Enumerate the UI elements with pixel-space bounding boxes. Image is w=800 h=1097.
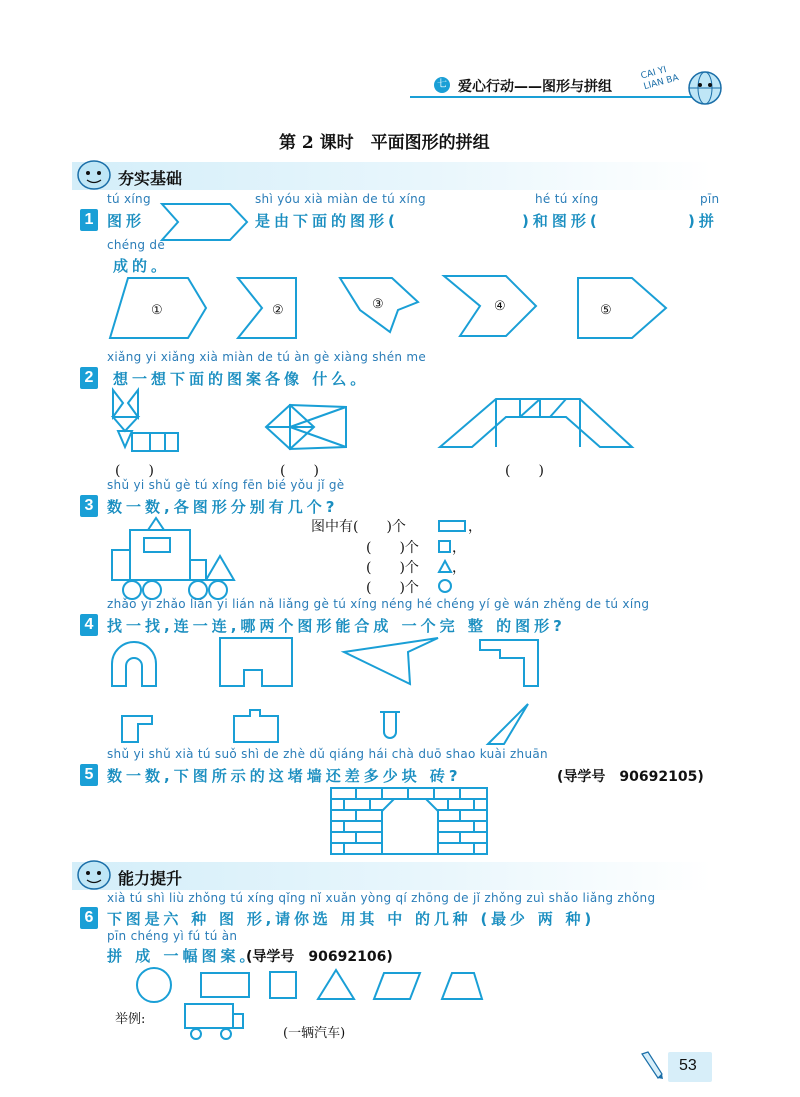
q3-line-4[interactable]: ( )个 (366, 580, 419, 596)
q4-pinyin: zhǎo yi zhǎo lián yi lián nǎ liǎng gè tú xíng néng hé chéng yí gè wán zhěng de tú xíng (107, 597, 650, 611)
q1-text-1d: )拼 (688, 212, 718, 230)
svg-text:③: ③ (372, 297, 384, 312)
q6-number: 6 (80, 907, 98, 929)
q6-pinyin-2: pīn chéng yì fú tú àn (107, 929, 238, 943)
page-number: 53 (679, 1057, 697, 1074)
chapter-badge: 七 (434, 77, 450, 93)
q4-triangle-shape (488, 704, 528, 744)
q6-trapezoid-shape (442, 973, 482, 999)
q6-example-car (180, 1000, 250, 1042)
rectangle-icon (438, 518, 468, 534)
q3-line-1-suffix: ， (468, 519, 482, 535)
q1-option-1 (110, 278, 206, 338)
q1-text-2: 成的。 (113, 257, 171, 275)
q1-option-3 (340, 278, 418, 332)
q3-number: 3 (80, 495, 98, 517)
q1-number: 1 (80, 209, 98, 231)
q4-step-shape (480, 640, 538, 686)
q6-text-2: 拼 成 一幅图案。 (107, 947, 259, 965)
chapter-title: 爱心行动——图形与拼组 (458, 79, 612, 95)
q3-line-2[interactable]: ( )个 (366, 540, 419, 556)
section-title-ability: 能力提升 (118, 869, 183, 888)
q3-line-1[interactable]: 图中有( )个 (311, 519, 406, 535)
q6-reference: (导学号 90692106) (246, 949, 393, 965)
q6-parallelogram-shape (374, 973, 420, 999)
q4-number: 4 (80, 614, 98, 636)
q1-option-4 (444, 276, 536, 336)
q1-text-1a: 图形 (107, 212, 146, 230)
mascot-icon (74, 158, 114, 192)
globe-mascot-icon (686, 68, 724, 108)
q2-pinyin: xiǎng yi xiǎng xià miàn de tú àn gè xiàng shén me (107, 350, 427, 364)
q3-text: 数一数,各图形分别有几个? (107, 498, 339, 516)
q4-bottom-shapes (0, 700, 800, 750)
q2-bridge-picture (440, 399, 632, 447)
q4-tube-shape (380, 712, 400, 738)
q1-pinyin-1d: pīn (700, 192, 720, 206)
svg-text:①: ① (151, 303, 163, 318)
q4-notched-rect-shape (220, 638, 292, 686)
q3-pinyin: shǔ yi shǔ gè tú xíng fēn bié yǒu jǐ gè (107, 478, 345, 492)
q1-option-2 (238, 278, 296, 338)
q2-fox-picture (113, 390, 178, 451)
q1-option-shapes (0, 270, 800, 350)
q3-line-2-suffix: ， (452, 540, 466, 556)
q4-small-step-shape (122, 716, 152, 742)
q1-pinyin-2: chéng de (107, 238, 166, 252)
triangle-icon (437, 558, 453, 574)
q2-bowtie-picture (266, 405, 346, 449)
mascot-icon-2 (74, 858, 114, 892)
q6-text-1: 下图是六 种 图 形,请你选 用其 中 的几种 (最少 两 种) (107, 910, 596, 928)
q6-example-label: 举例: (115, 1012, 146, 1027)
q1-target-shape (160, 200, 250, 244)
q6-pinyin-1: xià tú shì liù zhǒng tú xíng qǐng nǐ xuǎn yòng qí zhōng de jǐ zhǒng zuì shǎo liǎng zhǒng (107, 891, 656, 905)
logo-text: CAI YI LIAN BA (639, 65, 680, 93)
q6-example-caption: (一辆汽车) (283, 1026, 346, 1041)
q4-top-shapes (0, 630, 800, 690)
q1-option-5 (578, 278, 666, 338)
q6-rectangle-shape (201, 973, 249, 997)
svg-text:④: ④ (494, 299, 506, 314)
svg-text:⑤: ⑤ (600, 303, 612, 318)
lesson-title: 第 2 课时 平面图形的拼组 (279, 133, 490, 153)
q6-circle-shape (137, 968, 171, 1002)
q5-text: 数一数,下图所示的这堵墙还差多少块 砖? (107, 767, 462, 785)
q4-text: 找一找,连一连,哪两个图形能合成 一个完 整 的图形? (107, 617, 566, 635)
q2-blank-1[interactable]: ( ) (115, 463, 154, 479)
q4-angle-shape (344, 638, 438, 684)
q1-pinyin-1a: tú xíng (107, 192, 151, 206)
q6-triangle-shape (318, 970, 354, 999)
section-title-basic: 夯实基础 (118, 169, 183, 188)
q5-brick-wall (330, 787, 490, 857)
header-line (410, 96, 710, 98)
square-icon (437, 539, 453, 555)
circle-icon (437, 578, 453, 594)
q2-pictures (0, 385, 800, 460)
q2-blank-2[interactable]: ( ) (280, 463, 319, 479)
q4-arch-shape (112, 642, 156, 686)
q1-text-1c: )和图形( (522, 212, 601, 230)
q5-pinyin: shǔ yi shǔ xià tú suǒ shì de zhè dǔ qiáng hái chà duō shao kuài zhuān (107, 747, 548, 761)
q6-square-shape (270, 972, 296, 998)
q4-bump-rect-shape (234, 710, 278, 742)
q1-text-1b: 是由下面的图形( (255, 212, 399, 230)
q5-reference: (导学号 90692105) (557, 769, 704, 785)
q6-six-shapes (0, 965, 800, 1005)
q3-line-3[interactable]: ( )个 (366, 560, 419, 576)
q1-pinyin-1b: shì yóu xià miàn de tú xíng (255, 192, 426, 206)
q2-text: 想一想下面的图案各像 什么。 (113, 370, 370, 388)
svg-text:②: ② (272, 303, 284, 318)
q3-line-3-suffix: ， (452, 560, 466, 576)
q2-number: 2 (80, 367, 98, 389)
pencil-icon (636, 1050, 666, 1080)
q5-number: 5 (80, 764, 98, 786)
q1-pinyin-1c: hé tú xíng (535, 192, 599, 206)
q2-blank-3[interactable]: ( ) (505, 463, 544, 479)
